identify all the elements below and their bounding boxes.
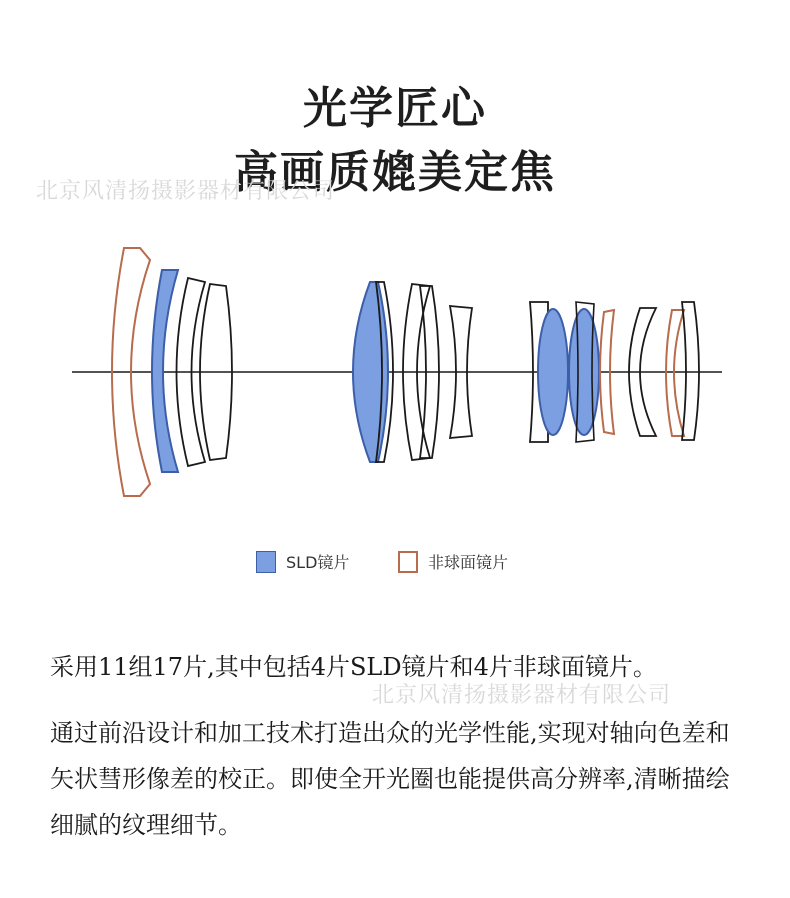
legend-sld-label: SLD镜片 — [286, 553, 350, 572]
description-paragraph: 通过前沿设计和加工技术打造出众的光学性能,实现对轴向色差和矢状彗形像差的校正。即使全开光圈也能提供高分辨率,清晰描绘细腻的纹理细节。 — [50, 719, 730, 839]
lens-diagram — [0, 230, 790, 520]
legend-asph-label: 非球面镜片 — [428, 553, 509, 572]
lens-sld-4 — [569, 309, 599, 435]
legend-asph-swatch — [398, 551, 418, 573]
lens-sld-3 — [538, 309, 568, 435]
legend-asph — [398, 550, 508, 573]
legend-sld — [256, 550, 349, 573]
lens-17 — [682, 302, 699, 440]
watermark: 北京风清扬摄影器材有限公司 — [36, 179, 336, 204]
heading-line1: 光学匠心 — [303, 83, 487, 134]
lens-sld-1 — [152, 270, 178, 472]
description-line1: 采用11组17片,其中包括4片SLD镜片和4片非球面镜片。 — [50, 653, 657, 681]
heading-line2: 高画质媲美定焦 — [234, 147, 556, 198]
watermark: 北京风清扬摄影器材有限公司 — [372, 683, 672, 708]
legend-sld-swatch — [256, 551, 276, 573]
lens-asph-3 — [666, 310, 684, 436]
